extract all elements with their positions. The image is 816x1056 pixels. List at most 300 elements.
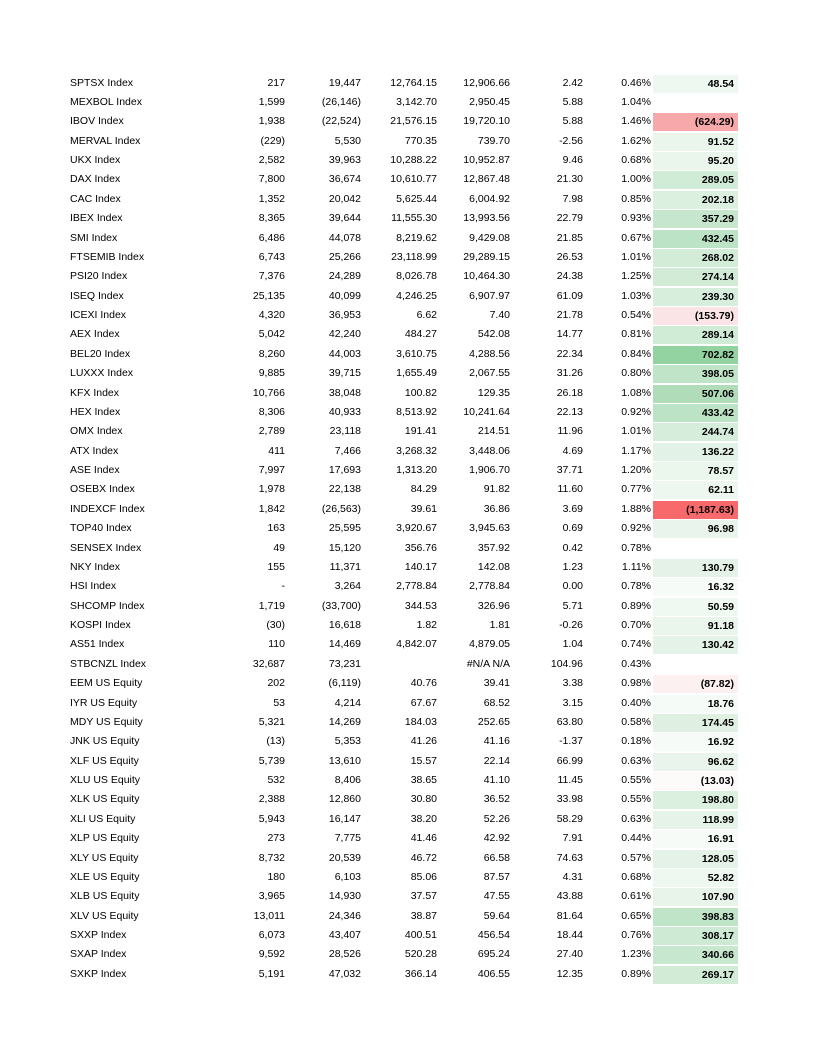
- end-price-cell: 47.55: [483, 890, 510, 903]
- change-cell: 24.38: [556, 270, 583, 283]
- start-price-cell: 8,026.78: [396, 270, 437, 283]
- start-price-cell: 484.27: [404, 328, 437, 341]
- end-price-cell: 22.14: [483, 754, 510, 767]
- end-price-cell: 214.51: [477, 425, 510, 438]
- value-b-cell: 8,406: [334, 774, 361, 786]
- end-price-cell: 87.57: [483, 870, 510, 883]
- value-b-cell: 16,147: [328, 812, 361, 825]
- percent-cell: 0.55%: [621, 793, 651, 806]
- change-cell: 66.99: [556, 754, 583, 767]
- heatmap-cell: 239.30: [653, 288, 738, 306]
- ticker-cell: HSI Index: [70, 580, 117, 593]
- ticker-cell: IBEX Index: [70, 212, 123, 225]
- change-cell: 33.98: [556, 793, 583, 806]
- table-row: [0, 209, 816, 228]
- ticker-cell: SXKP Index: [70, 967, 127, 980]
- start-price-cell: 356.76: [404, 541, 437, 554]
- table-row: [0, 151, 816, 170]
- value-a-cell: 6,743: [258, 250, 285, 263]
- ticker-cell: FTSEMIB Index: [70, 250, 145, 263]
- change-cell: 21.30: [556, 173, 583, 186]
- value-b-cell: 20,539: [328, 851, 361, 864]
- start-price-cell: 2,778.84: [396, 580, 437, 593]
- percent-cell: 0.55%: [621, 774, 651, 786]
- value-a-cell: 6,486: [258, 231, 285, 244]
- value-a-cell: 163: [267, 522, 285, 535]
- table-row: [0, 790, 816, 809]
- heatmap-cell: [653, 94, 738, 112]
- heatmap-cell: 289.05: [653, 171, 738, 189]
- ticker-cell: XLU US Equity: [70, 774, 141, 786]
- value-a-cell: 10,766: [252, 386, 285, 399]
- change-cell: 11.60: [557, 483, 583, 496]
- value-a-cell: 2,582: [258, 154, 285, 166]
- start-price-cell: 38.20: [410, 812, 437, 825]
- percent-cell: 0.78%: [621, 541, 651, 554]
- table-row: [0, 771, 816, 790]
- percent-cell: 0.78%: [621, 580, 651, 593]
- end-price-cell: 66.58: [483, 851, 510, 864]
- end-price-cell: 1.81: [489, 619, 510, 631]
- start-price-cell: 37.57: [410, 890, 437, 903]
- change-cell: 12.35: [556, 967, 583, 980]
- end-price-cell: 13,993.56: [463, 212, 510, 225]
- percent-cell: 1.11%: [622, 560, 651, 573]
- table-row: [0, 325, 816, 344]
- end-price-cell: 9,429.08: [469, 231, 510, 244]
- end-price-cell: 1,906.70: [469, 464, 510, 476]
- change-cell: 27.40: [556, 948, 583, 961]
- end-price-cell: 739.70: [477, 134, 510, 147]
- table-row: [0, 945, 816, 964]
- ticker-cell: CAC Index: [70, 192, 121, 205]
- change-cell: 11.96: [557, 425, 583, 438]
- heatmap-cell: 198.80: [653, 791, 738, 809]
- heatmap-cell: 118.99: [653, 811, 738, 829]
- table-row: [0, 713, 816, 732]
- end-price-cell: 6,907.97: [469, 289, 510, 302]
- value-a-cell: 1,978: [258, 483, 285, 496]
- heatmap-cell: 91.52: [653, 133, 738, 151]
- end-price-cell: 3,448.06: [469, 444, 510, 457]
- value-b-cell: 11,371: [329, 560, 361, 573]
- table-row: [0, 539, 816, 558]
- value-a-cell: 273: [267, 832, 285, 845]
- end-price-cell: 19,720.10: [463, 115, 510, 128]
- percent-cell: 1.03%: [621, 289, 651, 302]
- heatmap-cell: 18.76: [653, 695, 738, 713]
- change-cell: 3.69: [562, 502, 583, 515]
- end-price-cell: 10,464.30: [463, 270, 510, 283]
- table-row: [0, 635, 816, 654]
- table-row: [0, 926, 816, 945]
- value-a-cell: 13,011: [253, 909, 285, 922]
- end-price-cell: 6,004.92: [469, 192, 510, 205]
- ticker-cell: KOSPI Index: [70, 619, 131, 631]
- heatmap-cell: 136.22: [653, 443, 738, 461]
- change-cell: 1.23: [562, 560, 583, 573]
- change-cell: 5.71: [562, 599, 583, 612]
- percent-cell: 0.76%: [621, 929, 651, 941]
- percent-cell: 0.89%: [621, 967, 651, 980]
- heatmap-cell: 202.18: [653, 191, 738, 209]
- value-b-cell: 7,775: [334, 832, 361, 845]
- change-cell: -0.26: [559, 619, 583, 631]
- ticker-cell: SMI Index: [70, 231, 118, 244]
- table-row: [0, 287, 816, 306]
- percent-cell: 0.46%: [621, 76, 651, 89]
- ticker-cell: ASE Index: [70, 464, 120, 476]
- start-price-cell: 4,842.07: [396, 638, 437, 651]
- end-price-cell: 695.24: [477, 948, 510, 961]
- value-b-cell: (33,700): [321, 599, 361, 612]
- percent-cell: 1.00%: [621, 173, 651, 186]
- heatmap-cell: (1,187.63): [653, 501, 738, 519]
- value-a-cell: 25,135: [252, 289, 285, 302]
- ticker-cell: MDY US Equity: [70, 715, 143, 728]
- percent-cell: 1.23%: [621, 948, 651, 961]
- start-price-cell: 100.82: [404, 386, 437, 399]
- percent-cell: 0.85%: [621, 192, 651, 205]
- ticker-cell: BEL20 Index: [70, 347, 131, 360]
- start-price-cell: 3,610.75: [396, 347, 437, 360]
- end-price-cell: 456.54: [477, 929, 510, 941]
- heatmap-cell: 289.14: [653, 326, 738, 344]
- end-price-cell: 326.96: [477, 599, 510, 612]
- table-row: [0, 868, 816, 887]
- change-cell: -2.56: [559, 134, 583, 147]
- heatmap-cell: 507.06: [653, 385, 738, 403]
- ticker-cell: ATX Index: [70, 444, 119, 457]
- change-cell: -1.37: [559, 735, 583, 748]
- table-row: [0, 364, 816, 383]
- value-a-cell: (30): [266, 619, 285, 631]
- ticker-cell: SXXP Index: [70, 929, 127, 941]
- end-price-cell: 10,241.64: [463, 405, 510, 418]
- value-a-cell: 8,365: [258, 212, 285, 225]
- table-row: [0, 577, 816, 596]
- table-row: [0, 267, 816, 286]
- heatmap-cell: 130.42: [653, 636, 738, 654]
- heatmap-cell: 107.90: [653, 888, 738, 906]
- percent-cell: 0.81%: [621, 328, 651, 341]
- ticker-cell: AS51 Index: [70, 638, 125, 651]
- start-price-cell: 1,655.49: [396, 367, 437, 380]
- percent-cell: 0.43%: [621, 657, 651, 670]
- start-price-cell: 67.67: [410, 696, 437, 709]
- ticker-cell: ISEQ Index: [70, 289, 124, 302]
- percent-cell: 0.74%: [621, 638, 651, 651]
- change-cell: 7.98: [562, 192, 583, 205]
- percent-cell: 1.20%: [621, 464, 651, 476]
- value-b-cell: 25,266: [328, 250, 361, 263]
- value-b-cell: 38,048: [328, 386, 361, 399]
- value-a-cell: 32,687: [252, 657, 285, 670]
- value-b-cell: 73,231: [328, 657, 361, 670]
- change-cell: 74.63: [556, 851, 583, 864]
- value-a-cell: 1,938: [258, 115, 285, 128]
- heatmap-cell: 244.74: [653, 423, 738, 441]
- change-cell: 14.77: [556, 328, 583, 341]
- ticker-cell: IYR US Equity: [70, 696, 138, 709]
- value-a-cell: 3,965: [258, 890, 285, 903]
- change-cell: 0.00: [562, 580, 583, 593]
- heatmap-cell: 274.14: [653, 268, 738, 286]
- ticker-cell: MEXBOL Index: [70, 95, 142, 108]
- value-a-cell: 1,719: [258, 599, 285, 612]
- value-b-cell: 24,346: [328, 909, 361, 922]
- start-price-cell: 184.03: [404, 715, 437, 728]
- ticker-cell: XLE US Equity: [70, 870, 140, 883]
- value-a-cell: 8,732: [258, 851, 285, 864]
- heatmap-cell: 702.82: [653, 346, 738, 364]
- start-price-cell: 366.14: [404, 967, 437, 980]
- value-a-cell: 5,943: [258, 812, 285, 825]
- table-row: [0, 461, 816, 480]
- end-price-cell: 29,289.15: [463, 250, 510, 263]
- end-price-cell: 41.16: [483, 735, 510, 748]
- change-cell: 5.88: [562, 95, 583, 108]
- start-price-cell: 40.76: [410, 677, 437, 690]
- percent-cell: 1.08%: [621, 386, 651, 399]
- end-price-cell: 4,288.56: [469, 347, 510, 360]
- percent-cell: 0.63%: [621, 754, 651, 767]
- value-b-cell: 39,644: [328, 212, 361, 225]
- value-a-cell: 9,592: [258, 948, 285, 961]
- heatmap-cell: 398.83: [653, 908, 738, 926]
- change-cell: 22.13: [556, 405, 583, 418]
- value-a-cell: (13): [266, 735, 285, 748]
- change-cell: 26.18: [556, 386, 583, 399]
- value-a-cell: 5,321: [258, 715, 285, 728]
- value-a-cell: 7,800: [258, 173, 285, 186]
- table-row: [0, 752, 816, 771]
- heatmap-cell: 432.45: [653, 230, 738, 248]
- value-a-cell: 1,599: [258, 95, 285, 108]
- heatmap-cell: (87.82): [653, 675, 738, 693]
- percent-cell: 0.92%: [621, 405, 651, 418]
- table-row: [0, 442, 816, 461]
- change-cell: 104.96: [550, 657, 583, 670]
- value-a-cell: 8,306: [258, 405, 285, 418]
- value-b-cell: 20,042: [328, 192, 361, 205]
- percent-cell: 0.61%: [621, 890, 651, 903]
- percent-cell: 1.46%: [621, 115, 651, 128]
- change-cell: 18.44: [556, 929, 583, 941]
- change-cell: 4.69: [562, 444, 583, 457]
- heatmap-cell: 16.92: [653, 733, 738, 751]
- table-row: [0, 422, 816, 441]
- value-a-cell: -: [281, 580, 285, 593]
- start-price-cell: 11,555.30: [391, 212, 437, 225]
- value-b-cell: 17,693: [328, 464, 361, 476]
- ticker-cell: AEX Index: [70, 328, 120, 341]
- value-a-cell: 5,739: [258, 754, 285, 767]
- value-a-cell: 5,191: [258, 967, 285, 980]
- value-b-cell: 44,003: [328, 347, 361, 360]
- start-price-cell: 12,764.15: [390, 76, 437, 89]
- heatmap-cell: 308.17: [653, 927, 738, 945]
- ticker-cell: EEM US Equity: [70, 677, 143, 690]
- value-b-cell: 14,269: [328, 715, 361, 728]
- value-b-cell: (6,119): [328, 677, 361, 690]
- percent-cell: 0.63%: [621, 812, 651, 825]
- start-price-cell: 4,246.25: [396, 289, 437, 302]
- percent-cell: 0.89%: [621, 599, 651, 612]
- table-row: [0, 500, 816, 519]
- table-row: [0, 132, 816, 151]
- change-cell: 3.15: [562, 696, 583, 709]
- value-a-cell: 2,789: [258, 425, 285, 438]
- ticker-cell: SPTSX Index: [70, 76, 134, 89]
- heatmap-cell: (13.03): [653, 772, 738, 790]
- value-b-cell: 39,715: [328, 367, 361, 380]
- percent-cell: 0.68%: [621, 870, 651, 883]
- ticker-cell: XLI US Equity: [70, 812, 136, 825]
- percent-cell: 0.93%: [621, 212, 651, 225]
- ticker-cell: OSEBX Index: [70, 483, 135, 496]
- start-price-cell: 5,625.44: [396, 192, 437, 205]
- end-price-cell: 7.40: [489, 309, 510, 321]
- table-row: [0, 887, 816, 906]
- heatmap-cell: 91.18: [653, 617, 738, 635]
- value-a-cell: 6,073: [258, 929, 285, 941]
- end-price-cell: 59.64: [483, 909, 510, 922]
- table-row: [0, 616, 816, 635]
- heatmap-cell: 50.59: [653, 598, 738, 616]
- change-cell: 58.29: [556, 812, 583, 825]
- percent-cell: 0.58%: [621, 715, 651, 728]
- table-row: [0, 74, 816, 93]
- percent-cell: 0.70%: [621, 619, 651, 631]
- table-row: [0, 480, 816, 499]
- end-price-cell: 3,945.63: [469, 522, 510, 535]
- change-cell: 63.80: [556, 715, 583, 728]
- percent-cell: 0.57%: [621, 851, 651, 864]
- ticker-cell: UKX Index: [70, 154, 121, 166]
- start-price-cell: 23,118.99: [391, 250, 437, 263]
- heatmap-cell: 269.17: [653, 966, 738, 984]
- table-row: [0, 93, 816, 112]
- ticker-cell: SENSEX Index: [70, 541, 142, 554]
- start-price-cell: 770.35: [404, 134, 437, 147]
- ticker-cell: XLF US Equity: [70, 754, 139, 767]
- value-b-cell: 43,407: [328, 929, 361, 941]
- change-cell: 22.79: [556, 212, 583, 225]
- start-price-cell: 39.61: [410, 502, 437, 515]
- percent-cell: 1.17%: [621, 444, 651, 457]
- value-b-cell: 47,032: [328, 967, 361, 980]
- heatmap-cell: 16.32: [653, 578, 738, 596]
- table-row: [0, 810, 816, 829]
- table-row: [0, 306, 816, 325]
- percent-cell: 1.62%: [621, 134, 651, 147]
- start-price-cell: 191.41: [404, 425, 437, 438]
- ticker-cell: XLV US Equity: [70, 909, 139, 922]
- start-price-cell: 10,610.77: [390, 173, 437, 186]
- heatmap-cell: 340.66: [653, 946, 738, 964]
- table-row: [0, 907, 816, 926]
- end-price-cell: 12,906.66: [463, 76, 510, 89]
- heatmap-cell: (624.29): [653, 113, 738, 131]
- start-price-cell: 38.87: [410, 909, 437, 922]
- value-b-cell: (26,563): [321, 502, 361, 515]
- table-row: [0, 519, 816, 538]
- end-price-cell: 542.08: [477, 328, 510, 341]
- value-a-cell: 7,376: [258, 270, 285, 283]
- ticker-cell: XLK US Equity: [70, 793, 140, 806]
- table-row: [0, 384, 816, 403]
- value-a-cell: 7,997: [258, 464, 285, 476]
- end-price-cell: 142.08: [477, 560, 510, 573]
- percent-cell: 0.92%: [621, 522, 651, 535]
- change-cell: 61.09: [556, 289, 583, 302]
- change-cell: 7.91: [562, 832, 583, 845]
- percent-cell: 1.88%: [621, 502, 651, 515]
- start-price-cell: 8,513.92: [396, 405, 437, 418]
- value-a-cell: 110: [268, 638, 285, 651]
- ticker-cell: HEX Index: [70, 405, 121, 418]
- value-b-cell: 24,289: [328, 270, 361, 283]
- value-b-cell: 15,120: [328, 541, 361, 554]
- percent-cell: 1.04%: [621, 95, 651, 108]
- change-cell: 11.45: [557, 774, 583, 786]
- start-price-cell: 344.53: [404, 599, 437, 612]
- value-b-cell: 36,953: [328, 309, 361, 321]
- change-cell: 4.31: [562, 870, 583, 883]
- change-cell: 3.38: [562, 677, 583, 690]
- end-price-cell: 4,879.05: [469, 638, 510, 651]
- start-price-cell: 3,142.70: [396, 95, 437, 108]
- ticker-cell: IBOV Index: [70, 115, 124, 128]
- end-price-cell: 129.35: [477, 386, 510, 399]
- ticker-cell: INDEXCF Index: [70, 502, 145, 515]
- value-b-cell: 14,469: [328, 638, 361, 651]
- end-price-cell: #N/A N/A: [466, 657, 510, 670]
- start-price-cell: 21,576.15: [390, 115, 437, 128]
- value-a-cell: 217: [267, 76, 285, 89]
- heatmap-cell: (153.79): [653, 307, 738, 325]
- ticker-cell: PSI20 Index: [70, 270, 128, 283]
- end-price-cell: 2,778.84: [469, 580, 510, 593]
- heatmap-cell: 62.11: [653, 481, 738, 499]
- value-b-cell: 42,240: [328, 328, 361, 341]
- value-b-cell: 25,595: [328, 522, 361, 535]
- value-b-cell: 12,860: [328, 793, 361, 806]
- value-b-cell: 44,078: [328, 231, 361, 244]
- percent-cell: 0.40%: [621, 696, 651, 709]
- change-cell: 21.85: [556, 231, 583, 244]
- ticker-cell: NKY Index: [70, 560, 121, 573]
- percent-cell: 0.68%: [621, 154, 651, 166]
- ticker-cell: ICEXI Index: [70, 309, 127, 321]
- start-price-cell: 140.17: [404, 560, 437, 573]
- value-b-cell: 13,610: [328, 754, 361, 767]
- ticker-cell: SXAP Index: [70, 948, 127, 961]
- table-row: [0, 732, 816, 751]
- value-b-cell: 40,933: [328, 405, 361, 418]
- percent-cell: 0.84%: [621, 347, 651, 360]
- table-row: [0, 965, 816, 984]
- value-a-cell: (229): [260, 134, 285, 147]
- percent-cell: 0.98%: [621, 677, 651, 690]
- percent-cell: 1.01%: [621, 250, 651, 263]
- change-cell: 0.42: [562, 541, 583, 554]
- value-a-cell: 4,320: [258, 309, 285, 321]
- start-price-cell: 520.28: [404, 948, 437, 961]
- change-cell: 0.69: [562, 522, 583, 535]
- value-b-cell: 5,530: [334, 134, 361, 147]
